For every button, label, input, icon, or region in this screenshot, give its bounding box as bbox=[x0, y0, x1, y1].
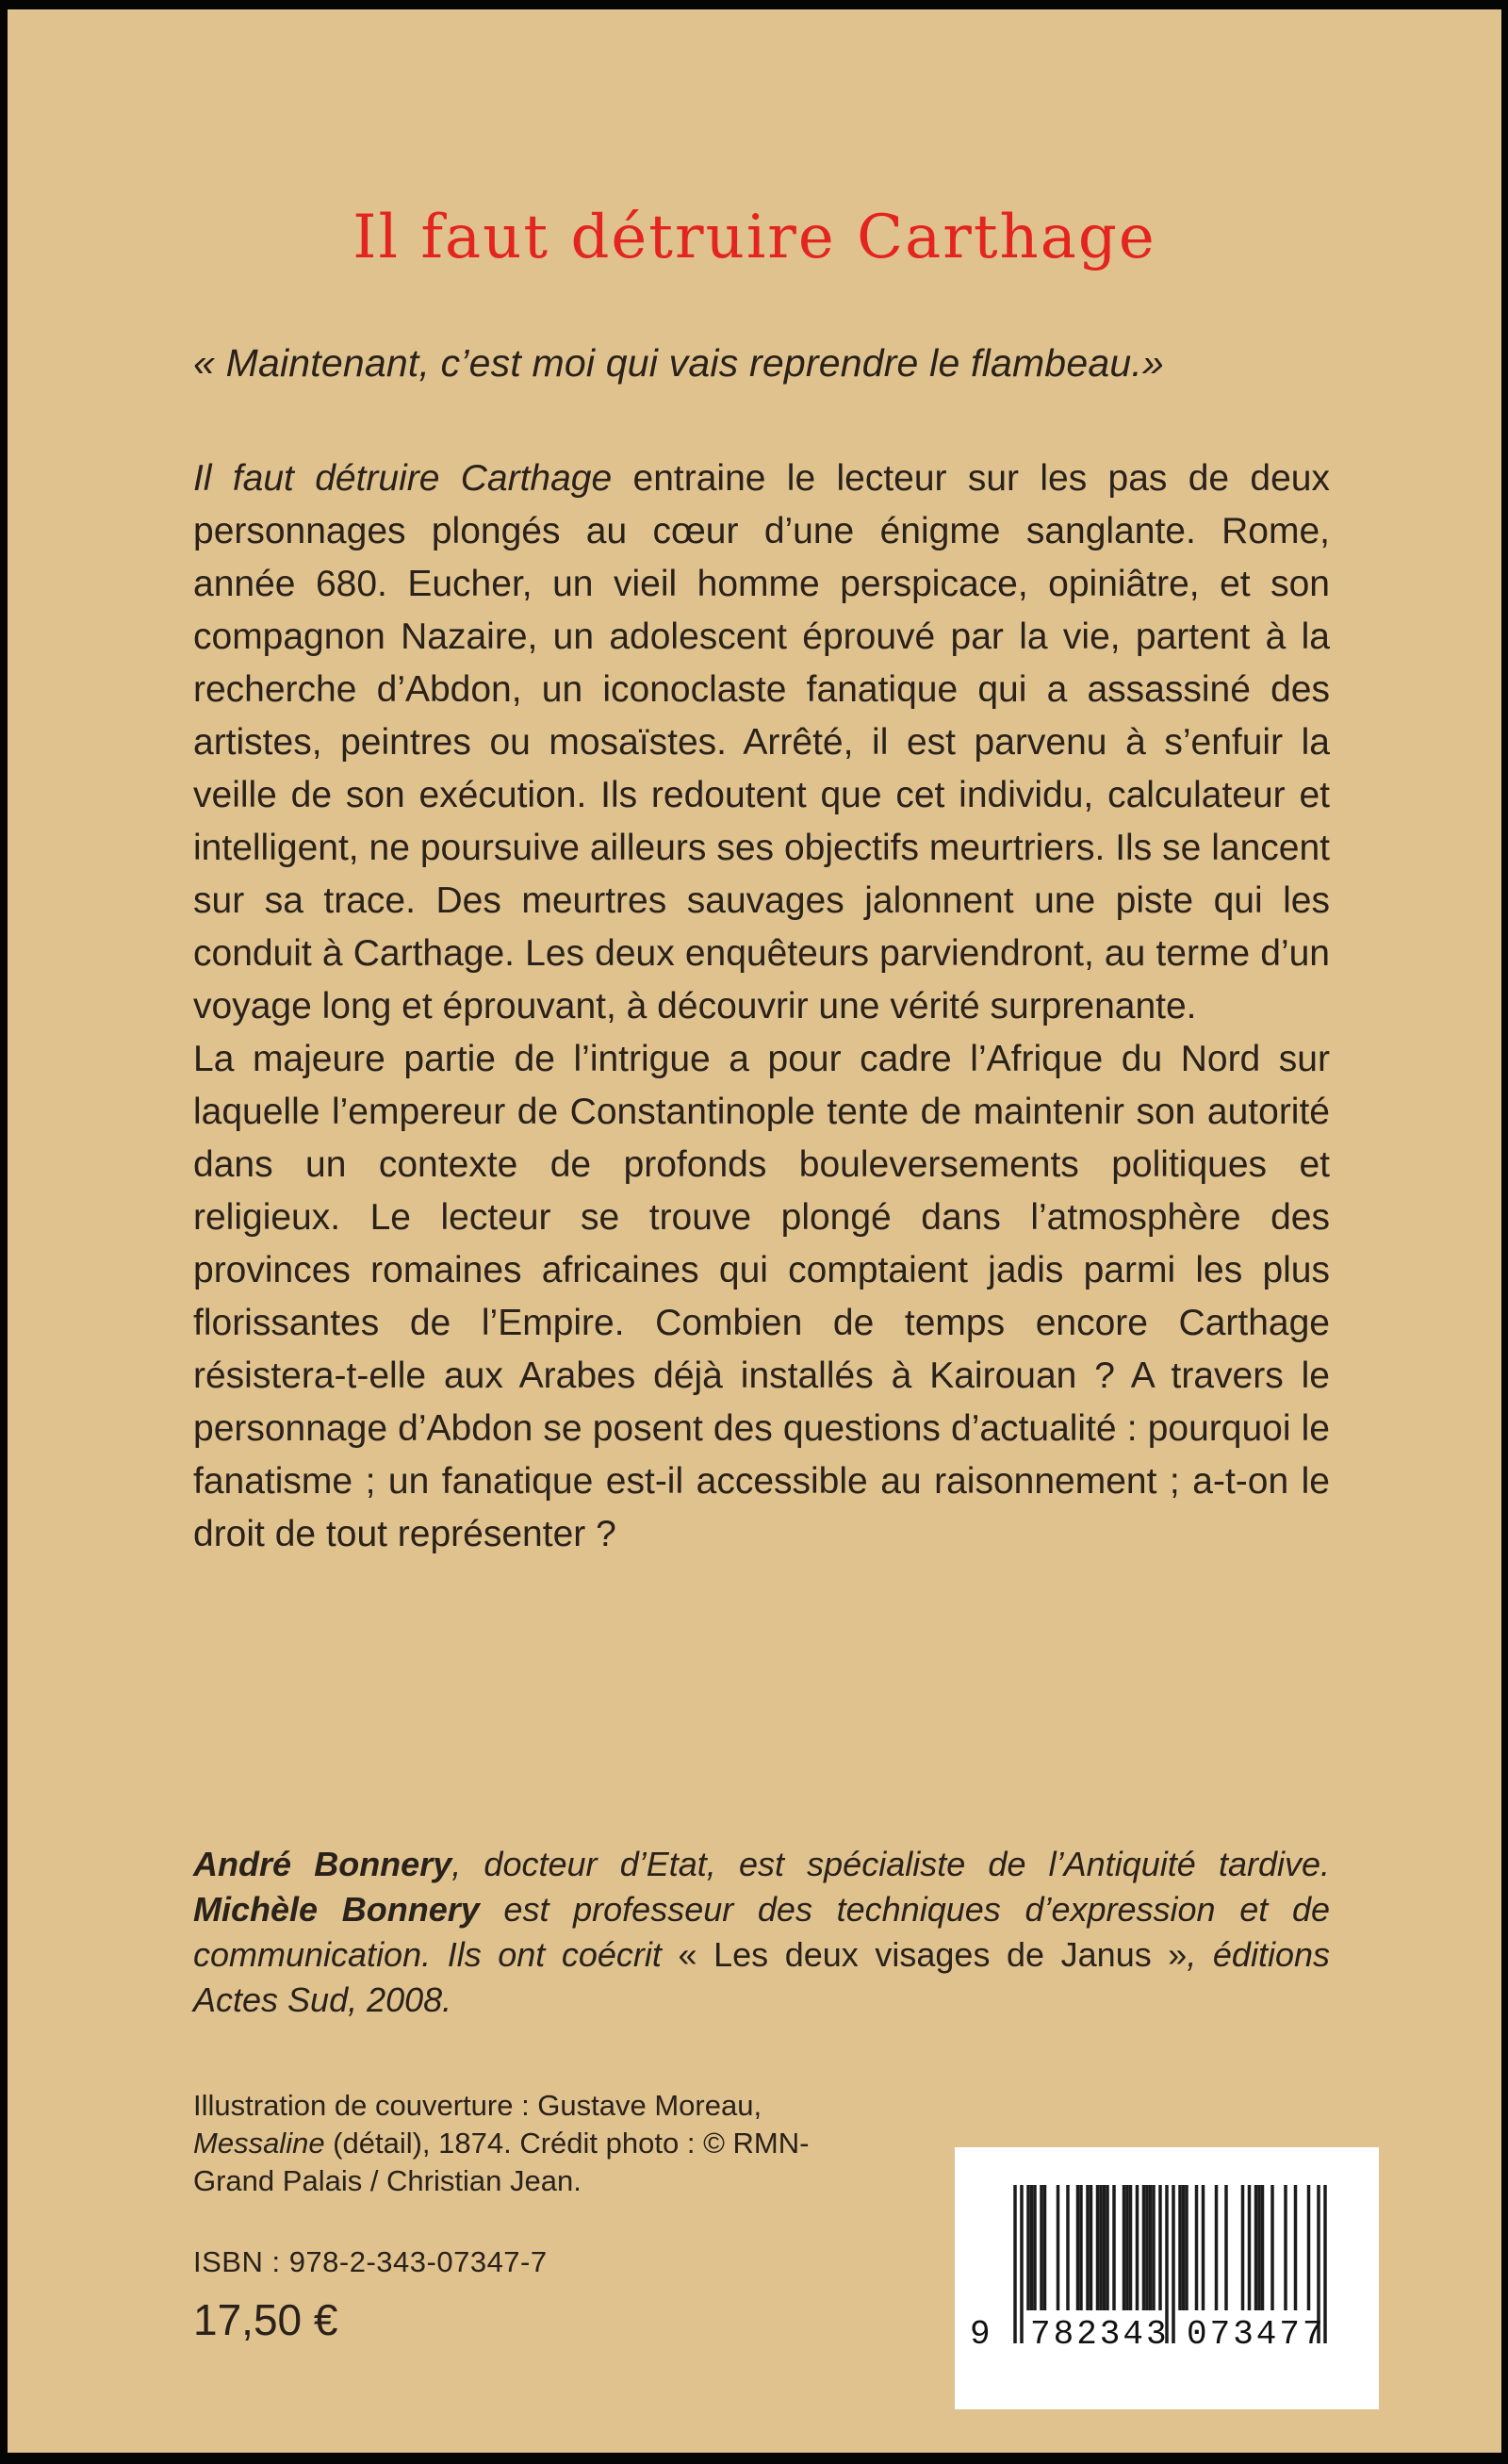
isbn-label: ISBN : 978-2-343-07347-7 bbox=[193, 2245, 548, 2278]
barcode-digit-first: 9 bbox=[970, 2315, 993, 2354]
artwork-title: Messaline bbox=[193, 2127, 325, 2160]
barcode-digits bbox=[955, 2315, 1379, 2357]
cover-credits bbox=[193, 2087, 881, 2200]
synopsis-paragraph-1-text: entraine le lecteur sur les pas de deux personnages plongés au cœur d’une énigme sanglante. Rome, année 680. Eucher, un vieil homme perspicace, opiniâtre, et son compagnon Nazaire, un adolescent éprouvé par la vie, partent à la recherche d’Abdon, un iconoclaste fanatique qui a assassiné des artistes, peintres ou mosaïstes. Arrêté, il est parvenu à s’enfuir la veille de son exécution. Ils redoutent que cet individu, calculateur et intelligent, ne poursuive ailleurs ses objectifs meurtriers. Ils se lancent sur sa trace. Des meurtres sauvages jalonnent une piste qui les conduit à Carthage. Les deux enquêteurs parviendront, au terme d’un voyage long et éprouvant, à découvrir une vérité surprenante. bbox=[193, 458, 1330, 1027]
credits-lead: Illustration de couverture : Gustave Moreau, bbox=[193, 2089, 762, 2122]
author-bio-1: , docteur d’Etat, est spécialiste de l’Antiquité tardive. bbox=[451, 1845, 1330, 1883]
author-bio-2: est professeur des techniques d’expression et de communication. bbox=[193, 1890, 1330, 1974]
author-name-2: Michèle Bonnery bbox=[193, 1890, 480, 1929]
coauthored-lead: Ils ont coécrit bbox=[447, 1935, 679, 1974]
credits-tail: (détail), 1874. Crédit photo : © RMN-Grand Palais / Christian Jean. bbox=[193, 2127, 810, 2197]
epigraph-quote: « Maintenant, c’est moi qui vais reprendre le flambeau.» bbox=[193, 341, 1164, 385]
price-label: 17,50 € bbox=[193, 2295, 338, 2344]
book-title: Il faut détruire Carthage bbox=[352, 203, 1156, 272]
synopsis bbox=[193, 452, 1330, 1561]
synopsis-paragraph-1 bbox=[193, 452, 1330, 1033]
barcode-digit-group-2: 073477 bbox=[1187, 2315, 1326, 2354]
barcode-digit-group-1: 782343 bbox=[1030, 2315, 1170, 2354]
barcode bbox=[955, 2147, 1379, 2409]
book-title-inline: Il faut détruire Carthage bbox=[193, 458, 613, 499]
coauthored-book-title: « Les deux visages de Janus » bbox=[678, 1935, 1188, 1974]
coauthored-tail: , éditions Actes Sud, 2008. bbox=[193, 1935, 1330, 2019]
authors-note bbox=[193, 1842, 1330, 2023]
synopsis-paragraph-2: La majeure partie de l’intrigue a pour cadre l’Afrique du Nord sur laquelle l’empereur de Constantinople tente de maintenir son autorité dans un contexte de profonds bouleversements politiques et religieux. Le lecteur se trouve plongé dans l’atmosphère des provinces romaines africaines qui comptaient jadis parmi les plus florissantes de l’Empire. Combien de temps encore Carthage résistera-t-elle aux Arabes déjà installés à Kairouan ? A travers le personnage d’Abdon se posent des questions d’actualité : pourquoi le fanatisme ; un fanatique est-il accessible au raisonnement ; a-t-on le droit de tout représenter ? bbox=[193, 1039, 1330, 1554]
author-name-1: André Bonnery bbox=[193, 1845, 452, 1883]
